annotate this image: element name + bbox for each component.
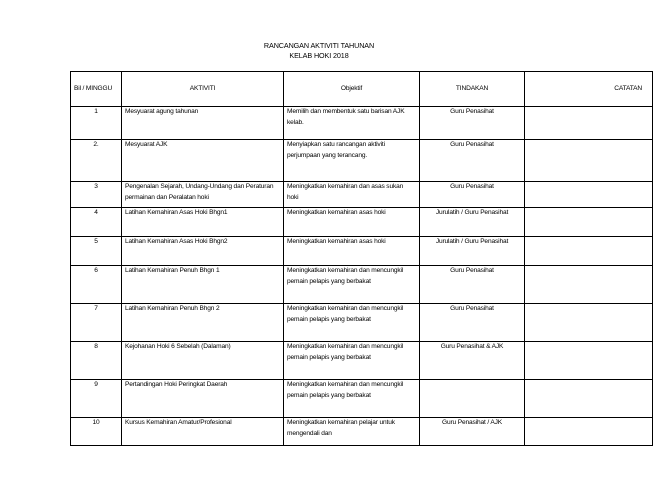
row-catatan <box>525 140 653 182</box>
row-objektif: Meningkatkan kemahiran asas hoki <box>284 237 420 266</box>
row-objektif: Meningkatkan kemahiran dan mencungkil pemain pelapis yang berbakat <box>284 342 420 380</box>
row-objektif: Meningkatkan kemahiran dan mencungkil pemain pelapis yang berbakat <box>284 380 420 418</box>
row-bil: 5 <box>71 237 122 266</box>
row-aktiviti: Kursus Kemahiran Amatur/Profesional <box>122 418 284 446</box>
row-objektif: Meningkatkan kemahiran dan mencungkil pemain pelapis yang berbakat <box>284 266 420 304</box>
row-catatan <box>525 107 653 140</box>
row-aktiviti: Latihan Kemahiran Penuh Bhgn 2 <box>122 304 284 342</box>
row-aktiviti: Mesyuarat AJK <box>122 140 284 182</box>
row-objektif: Meningkatkan kemahiran asas hoki <box>284 208 420 237</box>
row-objektif: Meningkatkan kemahiran dan mencungkil pemain pelapis yang berbakat <box>284 304 420 342</box>
row-bil: 3 <box>71 182 122 208</box>
row-aktiviti: Pertandingan Hoki Peringkat Daerah <box>122 380 284 418</box>
row-aktiviti: Latihan Kemahiran Asas Hoki Bhgn2 <box>122 237 284 266</box>
row-tindakan: Jurulatih / Guru Penasihat <box>420 237 525 266</box>
row-tindakan: Guru Penasihat <box>420 304 525 342</box>
table-row <box>71 182 653 208</box>
row-catatan <box>525 342 653 380</box>
row-tindakan <box>420 380 525 418</box>
row-bil: 4 <box>71 208 122 237</box>
header-catatan: CATATAN <box>525 72 653 107</box>
row-objektif: Memilih dan membentuk satu barisan AJK kelab. <box>284 107 420 140</box>
row-bil: 1 <box>71 107 122 140</box>
table-row <box>71 107 653 140</box>
table-row <box>71 140 653 182</box>
row-objektif: Meningkatkan kemahiran pelajar untuk mengendali dan <box>284 418 420 446</box>
row-catatan <box>525 182 653 208</box>
table-row <box>71 266 653 304</box>
row-objektif: Meningkatkan kemahiran dan asas sukan hoki <box>284 182 420 208</box>
row-catatan <box>525 266 653 304</box>
row-tindakan: Guru Penasihat <box>420 140 525 182</box>
row-aktiviti: Latihan Kemahiran Penuh Bhgn 1 <box>122 266 284 304</box>
row-tindakan: Guru Penasihat <box>420 266 525 304</box>
table-row <box>71 342 653 380</box>
table-row <box>71 208 653 237</box>
row-catatan <box>525 208 653 237</box>
row-bil: 9 <box>71 380 122 418</box>
row-aktiviti: Kejohanan Hoki 6 Sebelah (Dalaman) <box>122 342 284 380</box>
row-tindakan: Guru Penasihat <box>420 107 525 140</box>
document-title: RANCANGAN AKTIVITI TAHUNAN <box>263 41 375 50</box>
row-tindakan: Jurulatih / Guru Penasihat <box>420 208 525 237</box>
activity-table <box>70 71 653 446</box>
row-bil: 7 <box>71 304 122 342</box>
header-bil: Bil / MINGGU <box>71 72 122 107</box>
row-bil: 2. <box>71 140 122 182</box>
row-tindakan: Guru Penasihat & AJK <box>420 342 525 380</box>
row-aktiviti: Latihan Kemahiran Asas Hoki Bhgn1 <box>122 208 284 237</box>
table-header-row <box>71 72 653 107</box>
row-tindakan: Guru Penasihat <box>420 182 525 208</box>
header-aktiviti: AKTIVITI <box>122 72 284 107</box>
header-tindakan: TINDAKAN <box>420 72 525 107</box>
table-row <box>71 237 653 266</box>
document-subtitle: KELAB HOKI 2018 <box>289 51 349 60</box>
table-row <box>71 418 653 446</box>
row-bil: 8 <box>71 342 122 380</box>
table-row <box>71 304 653 342</box>
row-catatan <box>525 380 653 418</box>
row-objektif: Menyiapkan satu rancangan aktiviti perjumpaan yang terancang. <box>284 140 420 182</box>
header-objektif: Objektif <box>284 72 420 107</box>
row-catatan <box>525 304 653 342</box>
row-catatan <box>525 418 653 446</box>
table-row <box>71 380 653 418</box>
row-tindakan: Guru Penasihat / AJK <box>420 418 525 446</box>
row-bil: 10 <box>71 418 122 446</box>
row-aktiviti: Pengenalan Sejarah, Undang-Undang dan Peraturan permainan dan Peralatan hoki <box>122 182 284 208</box>
row-catatan <box>525 237 653 266</box>
row-bil: 6 <box>71 266 122 304</box>
row-aktiviti: Mesyuarat agung tahunan <box>122 107 284 140</box>
